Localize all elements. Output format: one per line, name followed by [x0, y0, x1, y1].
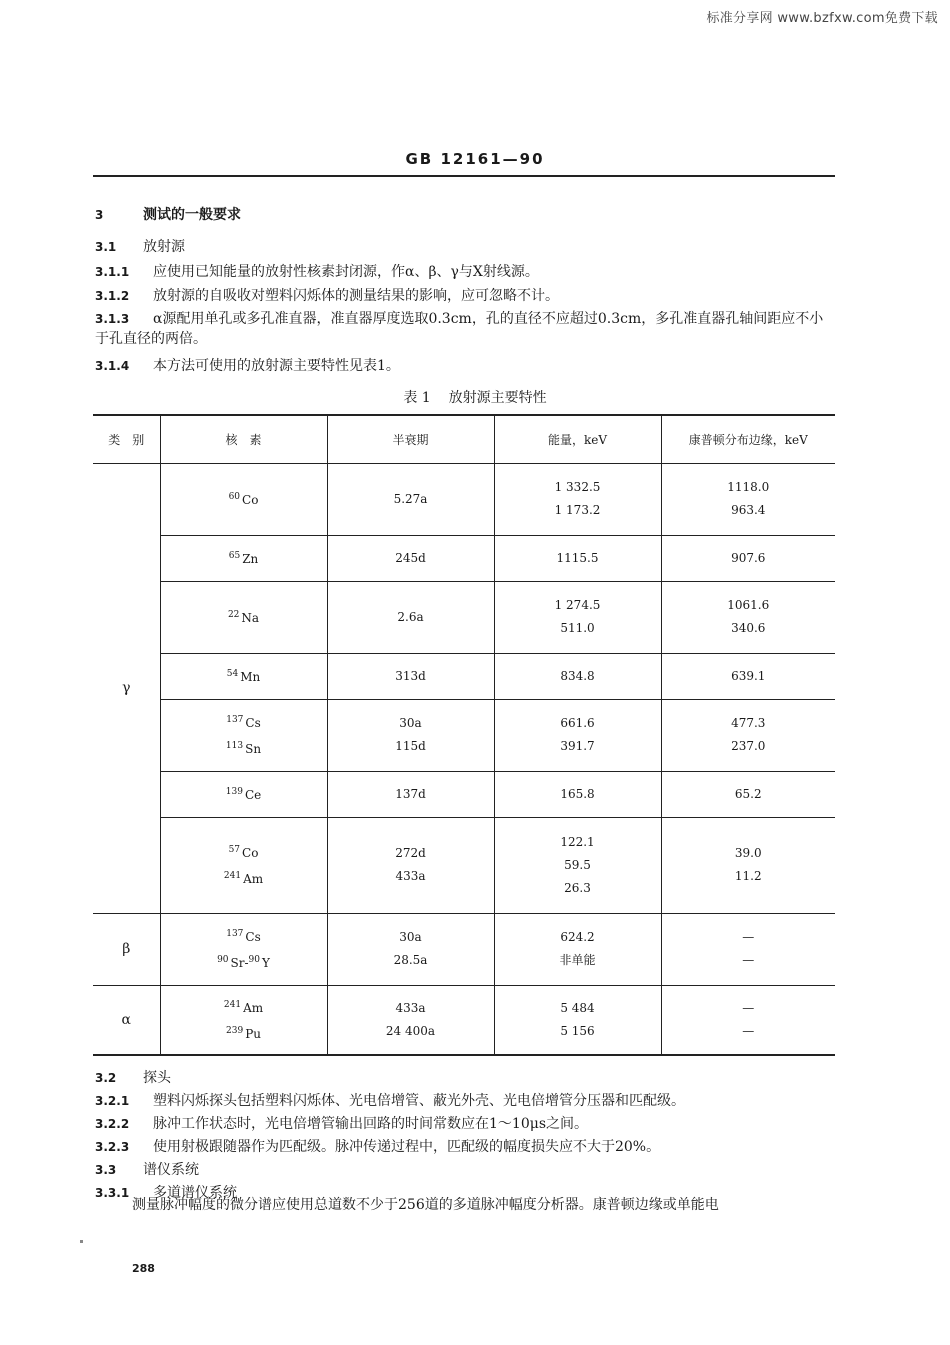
half-life-value: 24 400a	[385, 1023, 436, 1038]
energy-value: 391.7	[560, 739, 595, 753]
half-life-value: 30a	[399, 716, 422, 730]
table-header-row	[93, 415, 835, 463]
nuclide-cell	[160, 653, 327, 699]
half-life-value: 28.5a	[393, 953, 428, 967]
half-life-cell	[327, 653, 494, 699]
section-3-1-3: 3.1.3 α源配用单孔或多孔准直器，准直器厚度选取0.3cm，孔的直径不应超过0.3cm，多孔准直器孔轴间距应不小于孔直径的两倍。	[95, 311, 824, 347]
category-cell: α	[93, 985, 160, 1055]
energy-cell	[494, 463, 661, 535]
compton-edge-value: 639.1	[731, 668, 766, 683]
table-row	[93, 653, 835, 699]
category-cell: γ	[93, 463, 160, 913]
energy-value: 1 173.2	[554, 503, 601, 517]
category-cell: β	[93, 913, 160, 985]
compton-edge-value: 477.3	[731, 716, 766, 730]
nuclide-cell	[160, 535, 327, 581]
compton-edge-value: 1118.0	[727, 480, 770, 494]
section-3-3-heading: 3.3 谱仪系统	[95, 1162, 199, 1178]
section-3-1-2: 3.1.2 放射源的自吸收对塑料闪烁体的测量结果的影响，应可忽略不计。	[95, 288, 559, 304]
compton-edge-cell	[661, 771, 835, 817]
energy-cell	[494, 771, 661, 817]
compton-edge-cell	[661, 817, 835, 913]
compton-edge-cell	[661, 699, 835, 771]
energy-cell	[494, 699, 661, 771]
nuclide: $^{139}$ Ce	[225, 787, 262, 802]
header-rule	[93, 175, 835, 177]
nuclide-cell	[160, 463, 327, 535]
half-life-cell	[327, 463, 494, 535]
half-life-cell	[327, 535, 494, 581]
half-life-value: 115d	[395, 739, 426, 753]
compton-edge-value: 237.0	[731, 739, 766, 753]
compton-edge-cell	[661, 581, 835, 653]
document-number: GB 12161—90	[405, 150, 545, 168]
nuclide: $^{137}$ Cs	[226, 929, 261, 944]
nuclide-cell	[160, 913, 327, 985]
nuclide: $^{137}$ Cs	[226, 715, 261, 730]
energy-value: 59.5	[564, 857, 591, 872]
table-caption: 表 1 放射源主要特性	[403, 390, 547, 406]
section-3-2-heading: 3.2 探头	[95, 1070, 171, 1086]
energy-value: 1 332.5	[554, 480, 601, 494]
compton-edge-cell	[661, 913, 835, 985]
nuclide: $^{65}$ Zn	[228, 551, 259, 566]
energy-cell	[494, 581, 661, 653]
section-3-1-4: 3.1.4 本方法可使用的放射源主要特性见表1。	[95, 358, 400, 374]
source-characteristics-table	[93, 414, 835, 1056]
nuclide-cell	[160, 699, 327, 771]
header-energy: 能量，keV	[494, 415, 661, 463]
half-life-cell	[327, 771, 494, 817]
section-3-2-3: 3.2.3 使用射极跟随器作为匹配级。脉冲传递过程中，匹配级的幅度损失应不大于20%。	[95, 1139, 661, 1155]
energy-cell	[494, 817, 661, 913]
half-life-cell	[327, 913, 494, 985]
half-life-cell	[327, 581, 494, 653]
energy-value: 26.3	[564, 880, 591, 895]
compton-edge-cell	[661, 463, 835, 535]
compton-edge-cell	[661, 985, 835, 1055]
section-3-2-1: 3.2.1 塑料闪烁探头包括塑料闪烁体、光电倍增管、蔽光外壳、光电倍增管分压器和匹配级。	[95, 1093, 685, 1109]
energy-value: 661.6	[560, 716, 595, 730]
energy-value: 511.0	[560, 621, 595, 635]
energy-cell	[494, 653, 661, 699]
compton-edge-cell	[661, 653, 835, 699]
header-half-life: 半衰期	[327, 415, 494, 463]
nuclide: $^{60}$ Co	[228, 492, 259, 507]
compton-edge-value: —	[742, 1000, 755, 1015]
table-row	[93, 535, 835, 581]
table-row	[93, 581, 835, 653]
energy-value: 122.1	[560, 834, 595, 849]
compton-edge-value: 963.4	[731, 503, 766, 517]
compton-edge-value: 11.2	[734, 869, 762, 883]
table-row	[93, 913, 835, 985]
half-life-value: 30a	[399, 930, 422, 944]
energy-value: 624.2	[560, 930, 595, 944]
compton-edge-value: 907.6	[731, 550, 766, 565]
half-life-value: 2.6a	[397, 609, 424, 624]
nuclide: $^{239}$ Pu	[226, 1025, 261, 1041]
table-row	[93, 463, 835, 535]
half-life-value: 272d	[395, 846, 426, 860]
compton-edge-value: 340.6	[731, 621, 766, 635]
half-life-cell	[327, 699, 494, 771]
watermark-text: 标准分享网 www.bzfxw.com免费下载	[706, 11, 938, 26]
table-row	[93, 771, 835, 817]
nuclide: $^{54}$ Mn	[226, 669, 261, 684]
compton-edge-cell	[661, 535, 835, 581]
half-life-value: 137d	[395, 786, 426, 801]
nuclide: $^{241}$ Am	[223, 999, 264, 1015]
section-3-3-1-heading: 3.3.1 多道谱仪系统	[95, 1185, 237, 1201]
nuclide-cell	[160, 817, 327, 913]
compton-edge-value: —	[742, 953, 755, 967]
energy-value: 165.8	[560, 786, 595, 801]
half-life-value: 5.27a	[393, 491, 428, 506]
half-life-value: 433a	[395, 869, 426, 883]
energy-cell	[494, 985, 661, 1055]
half-life-value: 313d	[395, 668, 426, 683]
table-row	[93, 699, 835, 771]
energy-cell	[494, 913, 661, 985]
nuclide: $^{241}$ Am	[223, 871, 264, 886]
table-row	[93, 985, 835, 1055]
section-3-2-2: 3.2.2 脉冲工作状态时，光电倍增管输出回路的时间常数应在1～10μs之间。	[95, 1116, 589, 1132]
nuclide-cell	[160, 771, 327, 817]
half-life-cell	[327, 985, 494, 1055]
compton-edge-value: 39.0	[734, 846, 762, 860]
section-3-3-1-text: 测量脉冲幅度的微分谱应使用总道数不少于256道的多道脉冲幅度分析器。康普顿边缘或单能电	[132, 1197, 719, 1213]
nuclide: $^{57}$ Co	[228, 845, 259, 860]
energy-value: 1115.5	[556, 550, 599, 565]
half-life-cell	[327, 817, 494, 913]
nuclide: $^{113}$ Sn	[225, 741, 262, 756]
compton-edge-value: —	[742, 1023, 755, 1038]
energy-value: 非单能	[559, 953, 596, 967]
scan-speck	[80, 1240, 83, 1243]
energy-value: 834.8	[560, 668, 595, 683]
compton-edge-value: 65.2	[734, 786, 762, 801]
header-compton-edge: 康普顿分布边缘，keV	[661, 415, 835, 463]
nuclide-cell	[160, 985, 327, 1055]
header-category: 类 别	[93, 415, 160, 463]
compton-edge-value: —	[742, 930, 755, 944]
section-3-heading: 3 测试的一般要求	[95, 207, 241, 223]
nuclide: $^{90}$ Sr-$^{90}$ Y	[217, 955, 270, 970]
compton-edge-value: 1061.6	[727, 598, 770, 612]
energy-cell	[494, 535, 661, 581]
half-life-value: 245d	[395, 550, 426, 565]
energy-value: 1 274.5	[554, 598, 601, 612]
section-3-1-1: 3.1.1 应使用已知能量的放射性核素封闭源，作α、β、γ与X射线源。	[95, 264, 539, 280]
half-life-value: 433a	[395, 1000, 426, 1015]
nuclide: $^{22}$ Na	[227, 610, 260, 625]
page-number: 288	[132, 1262, 155, 1275]
table-row	[93, 817, 835, 913]
energy-value: 5 484	[560, 1000, 595, 1015]
nuclide-cell	[160, 581, 327, 653]
energy-value: 5 156	[560, 1023, 595, 1038]
header-nuclide: 核 素	[160, 415, 327, 463]
section-3-1-heading: 3.1 放射源	[95, 239, 185, 255]
